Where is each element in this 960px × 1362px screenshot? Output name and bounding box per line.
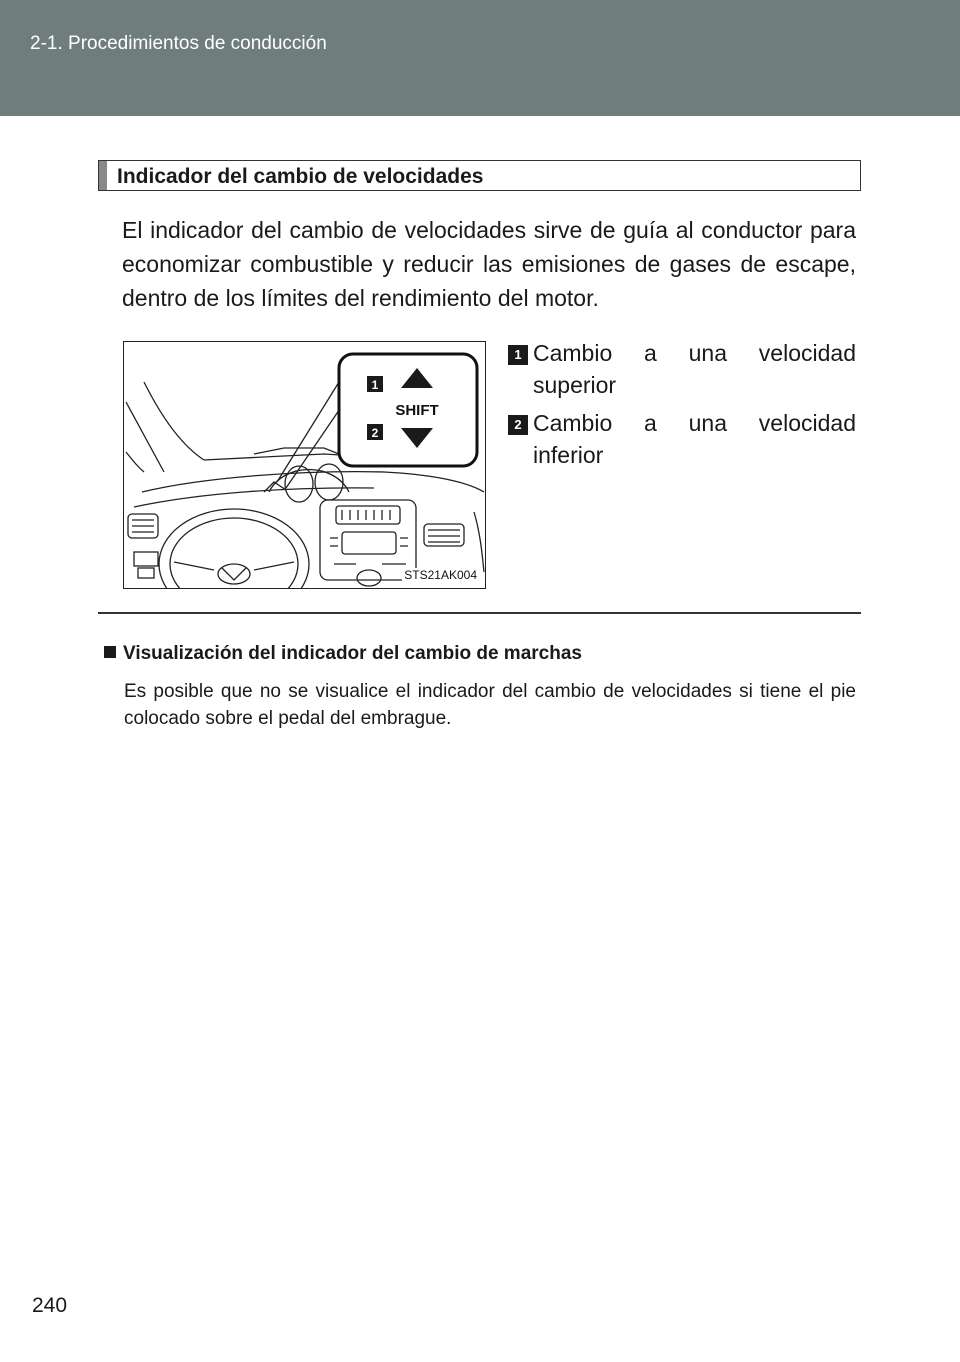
legend-number-2: 2 [508,415,528,435]
section-heading-accent [99,161,107,190]
section-title: Indicador del cambio de velocidades [117,165,484,188]
page-header [0,0,960,116]
bullet-square-icon [104,646,116,658]
legend-number-1: 1 [508,345,528,365]
subsection-title: Visualización del indicador del cambio de marchas [123,643,582,664]
shift-label: SHIFT [395,402,439,419]
legend-item [508,337,856,401]
chapter-title: 2-1. Procedimientos de conducción [30,33,327,54]
dashboard-illustration [123,341,486,589]
figure-code: STS21AK004 [404,568,477,582]
callout-marker-1-text: 1 [371,378,379,392]
section-divider [98,612,861,614]
page-number: 240 [32,1294,68,1317]
dashboard-drawing [124,342,485,588]
section-intro: El indicador del cambio de velocidades sirve de guía al conductor para economizar combustible y reducir las emisiones de gases de escape, dentro de los límites del rendimiento del motor. [122,217,856,311]
subsection-heading [104,643,582,665]
callout-marker-2-text: 2 [371,426,379,440]
legend-text-2: Cambio a una velocidad inferior [533,410,856,468]
figure-legend [508,337,856,477]
section-heading-box [98,160,861,191]
subsection-body: Es posible que no se visualice el indicador del cambio de velocidades si tiene el pie colocado sobre el pedal del embrague. [124,681,856,729]
legend-item [508,407,856,471]
legend-text-1: Cambio a una velocidad superior [533,340,856,398]
